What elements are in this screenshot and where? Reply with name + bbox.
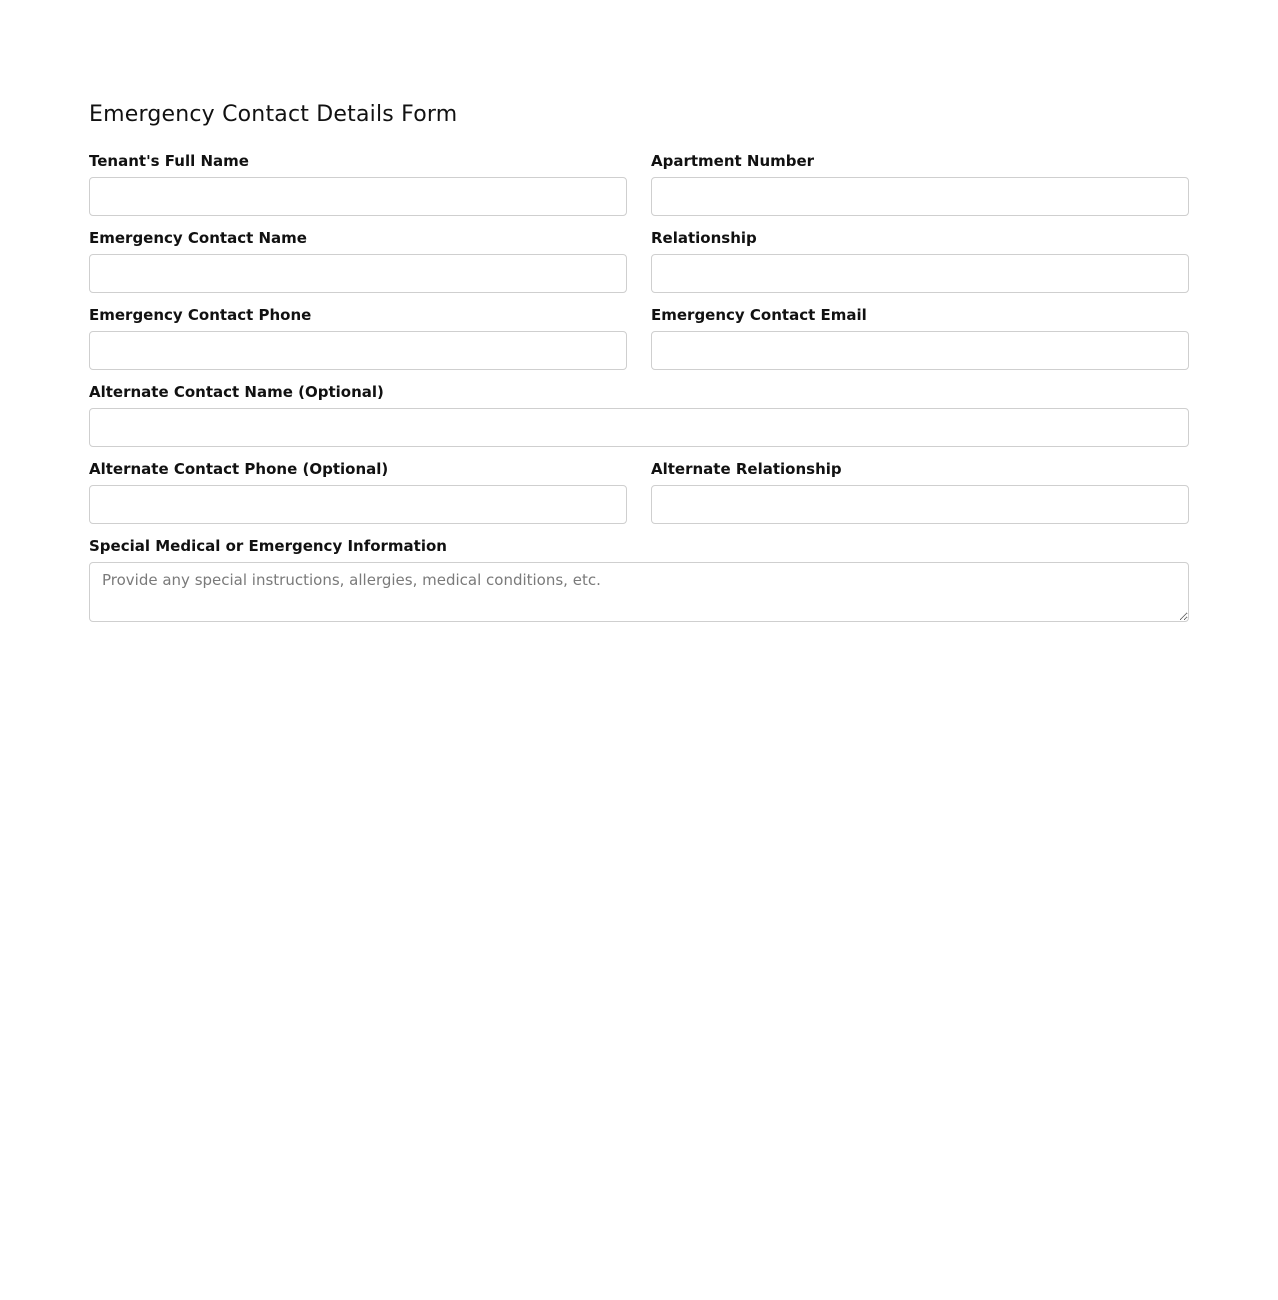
apartment-number-field-group <box>651 152 1189 216</box>
alternate-contact-phone-input[interactable] <box>89 485 627 524</box>
alternate-contact-phone-label: Alternate Contact Phone (Optional) <box>89 460 389 478</box>
relationship-field-group <box>651 229 1189 293</box>
tenant-name-label: Tenant's Full Name <box>89 152 249 170</box>
form-row <box>89 537 1189 622</box>
alternate-contact-name-label: Alternate Contact Name (Optional) <box>89 383 384 401</box>
form-row <box>89 229 1189 293</box>
emergency-contact-name-field-group <box>89 229 627 293</box>
form-title: Emergency Contact Details Form <box>89 102 458 127</box>
apartment-number-input[interactable] <box>651 177 1189 216</box>
special-info-field-group <box>89 537 1189 622</box>
emergency-contact-phone-input[interactable] <box>89 331 627 370</box>
special-info-textarea[interactable] <box>89 562 1189 622</box>
alternate-relationship-field-group <box>651 460 1189 524</box>
tenant-name-input[interactable] <box>89 177 627 216</box>
emergency-contact-form <box>89 100 1189 622</box>
alternate-contact-phone-field-group <box>89 460 627 524</box>
alternate-relationship-input[interactable] <box>651 485 1189 524</box>
alternate-contact-name-input[interactable] <box>89 408 1189 447</box>
tenant-name-field-group <box>89 152 627 216</box>
special-info-label: Special Medical or Emergency Information <box>89 537 447 555</box>
emergency-contact-phone-field-group <box>89 306 627 370</box>
form-row <box>89 152 1189 216</box>
emergency-contact-phone-label: Emergency Contact Phone <box>89 306 312 324</box>
form-row <box>89 306 1189 370</box>
emergency-contact-email-input[interactable] <box>651 331 1189 370</box>
alternate-contact-name-field-group <box>89 383 1189 447</box>
apartment-number-label: Apartment Number <box>651 152 815 170</box>
emergency-contact-name-label: Emergency Contact Name <box>89 229 307 247</box>
form-row <box>89 460 1189 524</box>
emergency-contact-name-input[interactable] <box>89 254 627 293</box>
relationship-input[interactable] <box>651 254 1189 293</box>
alternate-relationship-label: Alternate Relationship <box>651 460 842 478</box>
emergency-contact-email-label: Emergency Contact Email <box>651 306 867 324</box>
relationship-label: Relationship <box>651 229 757 247</box>
emergency-contact-email-field-group <box>651 306 1189 370</box>
form-row <box>89 383 1189 447</box>
